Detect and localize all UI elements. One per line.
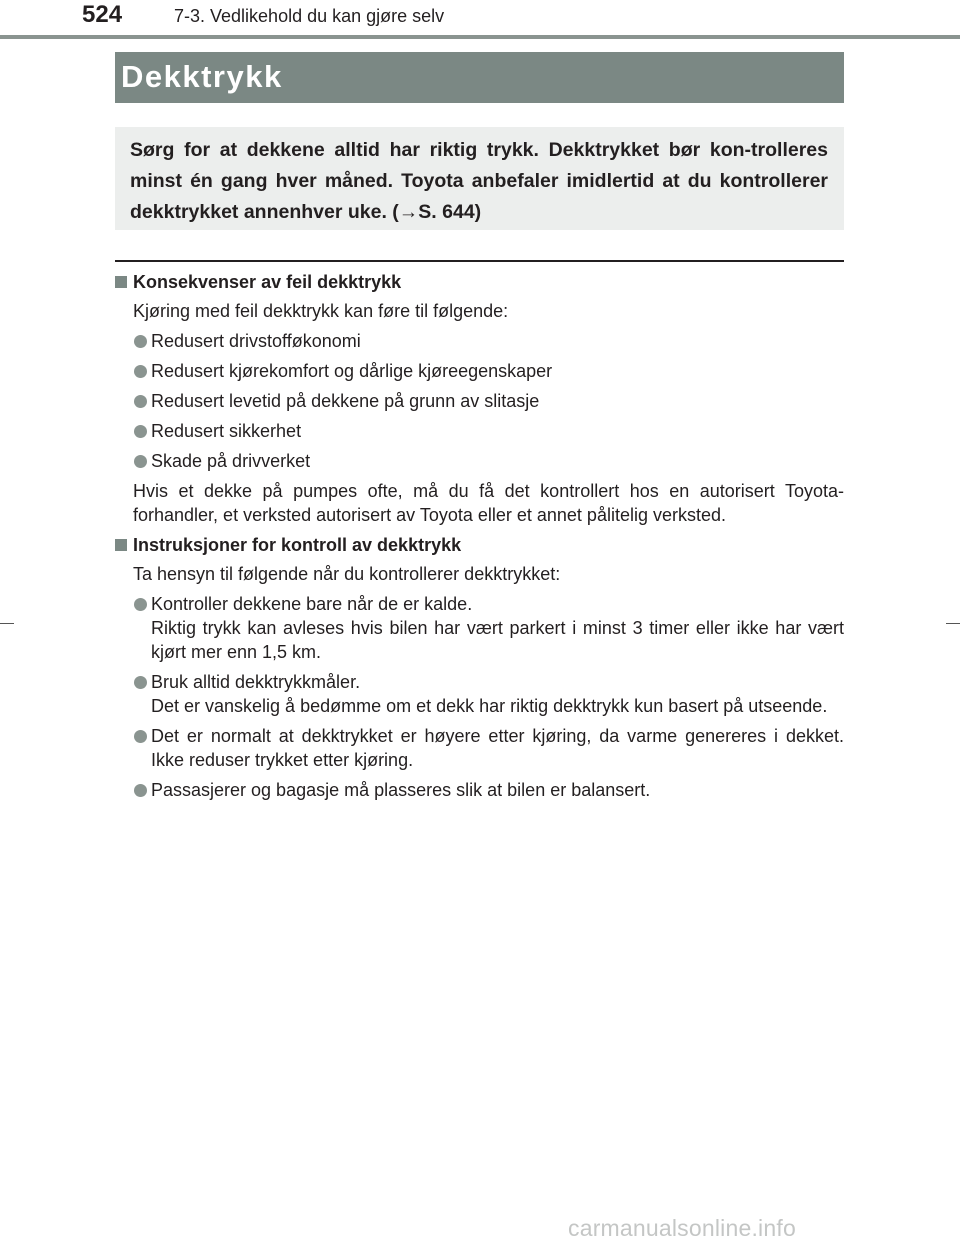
list-item-text: Redusert kjørekomfort og dårlige kjøreegenskaper — [151, 361, 553, 381]
list-item — [115, 449, 844, 473]
round-bullet-icon — [134, 730, 147, 743]
list-item — [115, 724, 844, 772]
round-bullet-icon — [134, 335, 147, 348]
list-item — [115, 419, 844, 443]
list-item — [115, 670, 844, 718]
list-item-text: Bruk alltid dekktrykkmåler. — [151, 672, 361, 692]
round-bullet-icon — [134, 365, 147, 378]
list-item-text: Det er normalt at dekktrykket er høyere etter kjøring, da varme genereres i dekket. Ikke reduser trykket etter kjøring. — [151, 726, 844, 770]
section-heading-text: Instruksjoner for kontroll av dekktrykk — [133, 535, 462, 555]
section-title-bar — [115, 52, 844, 103]
section-heading-instructions — [115, 533, 844, 557]
list-item — [115, 359, 844, 383]
round-bullet-icon — [134, 784, 147, 797]
round-bullet-icon — [134, 455, 147, 468]
list-item-text: Redusert sikkerhet — [151, 421, 302, 441]
section-outro: Hvis et dekke på pumpes ofte, må du få det kontrollert hos en autorisert Toyota-forhandler, et verksted autorisert av Toyota eller et annet pålitelig verksted. — [133, 481, 844, 525]
header-divider — [0, 35, 960, 39]
chapter-title: 7-3. Vedlikehold du kan gjøre selv — [174, 6, 445, 26]
main-content — [115, 270, 844, 808]
section-intro: Kjøring med feil dekktrykk kan føre til følgende: — [133, 301, 509, 321]
summary-text: Sørg for at dekkene alltid har riktig trykk. Dekktrykket bør kon-trolleres minst én gang hver måned. Toyota anbefaler imidlertid at du kontrollerer dekktrykket annenhver uke. (→S. 644) — [130, 139, 828, 223]
section-intro: Ta hensyn til følgende når du kontrollerer dekktrykket: — [133, 564, 561, 584]
page-title: Dekktrykk — [121, 59, 283, 94]
footer-watermark: carmanualsonline.info — [568, 1215, 796, 1241]
crop-mark-left — [0, 623, 14, 624]
list-item-text: Kontroller dekkene bare når de er kalde. — [151, 594, 473, 614]
list-item — [115, 329, 844, 353]
list-item-text: Redusert levetid på dekkene på grunn av slitasje — [151, 391, 540, 411]
list-item-text: Redusert drivstofføkonomi — [151, 331, 361, 351]
round-bullet-icon — [134, 395, 147, 408]
list-item-detail: Riktig trykk kan avleses hvis bilen har vært parkert i minst 3 timer eller ikke har vært kjørt mer enn 1,5 km. — [151, 618, 844, 662]
crop-mark-right — [946, 623, 960, 624]
list-item — [115, 592, 844, 664]
section-divider — [115, 260, 844, 262]
section-heading-text: Konsekvenser av feil dekktrykk — [133, 272, 402, 292]
round-bullet-icon — [134, 598, 147, 611]
round-bullet-icon — [134, 676, 147, 689]
page-number: 524 — [82, 1, 123, 28]
list-item — [115, 778, 844, 802]
list-item-text: Skade på drivverket — [151, 451, 311, 471]
summary-box — [115, 127, 844, 230]
square-bullet-icon — [115, 276, 127, 288]
list-item — [115, 389, 844, 413]
list-item-detail: Det er vanskelig å bedømme om et dekk har riktig dekktrykk kun basert på utseende. — [151, 696, 828, 716]
round-bullet-icon — [134, 425, 147, 438]
section-heading-consequences — [115, 270, 844, 294]
list-item-text: Passasjerer og bagasje må plasseres slik at bilen er balansert. — [151, 780, 651, 800]
square-bullet-icon — [115, 539, 127, 551]
